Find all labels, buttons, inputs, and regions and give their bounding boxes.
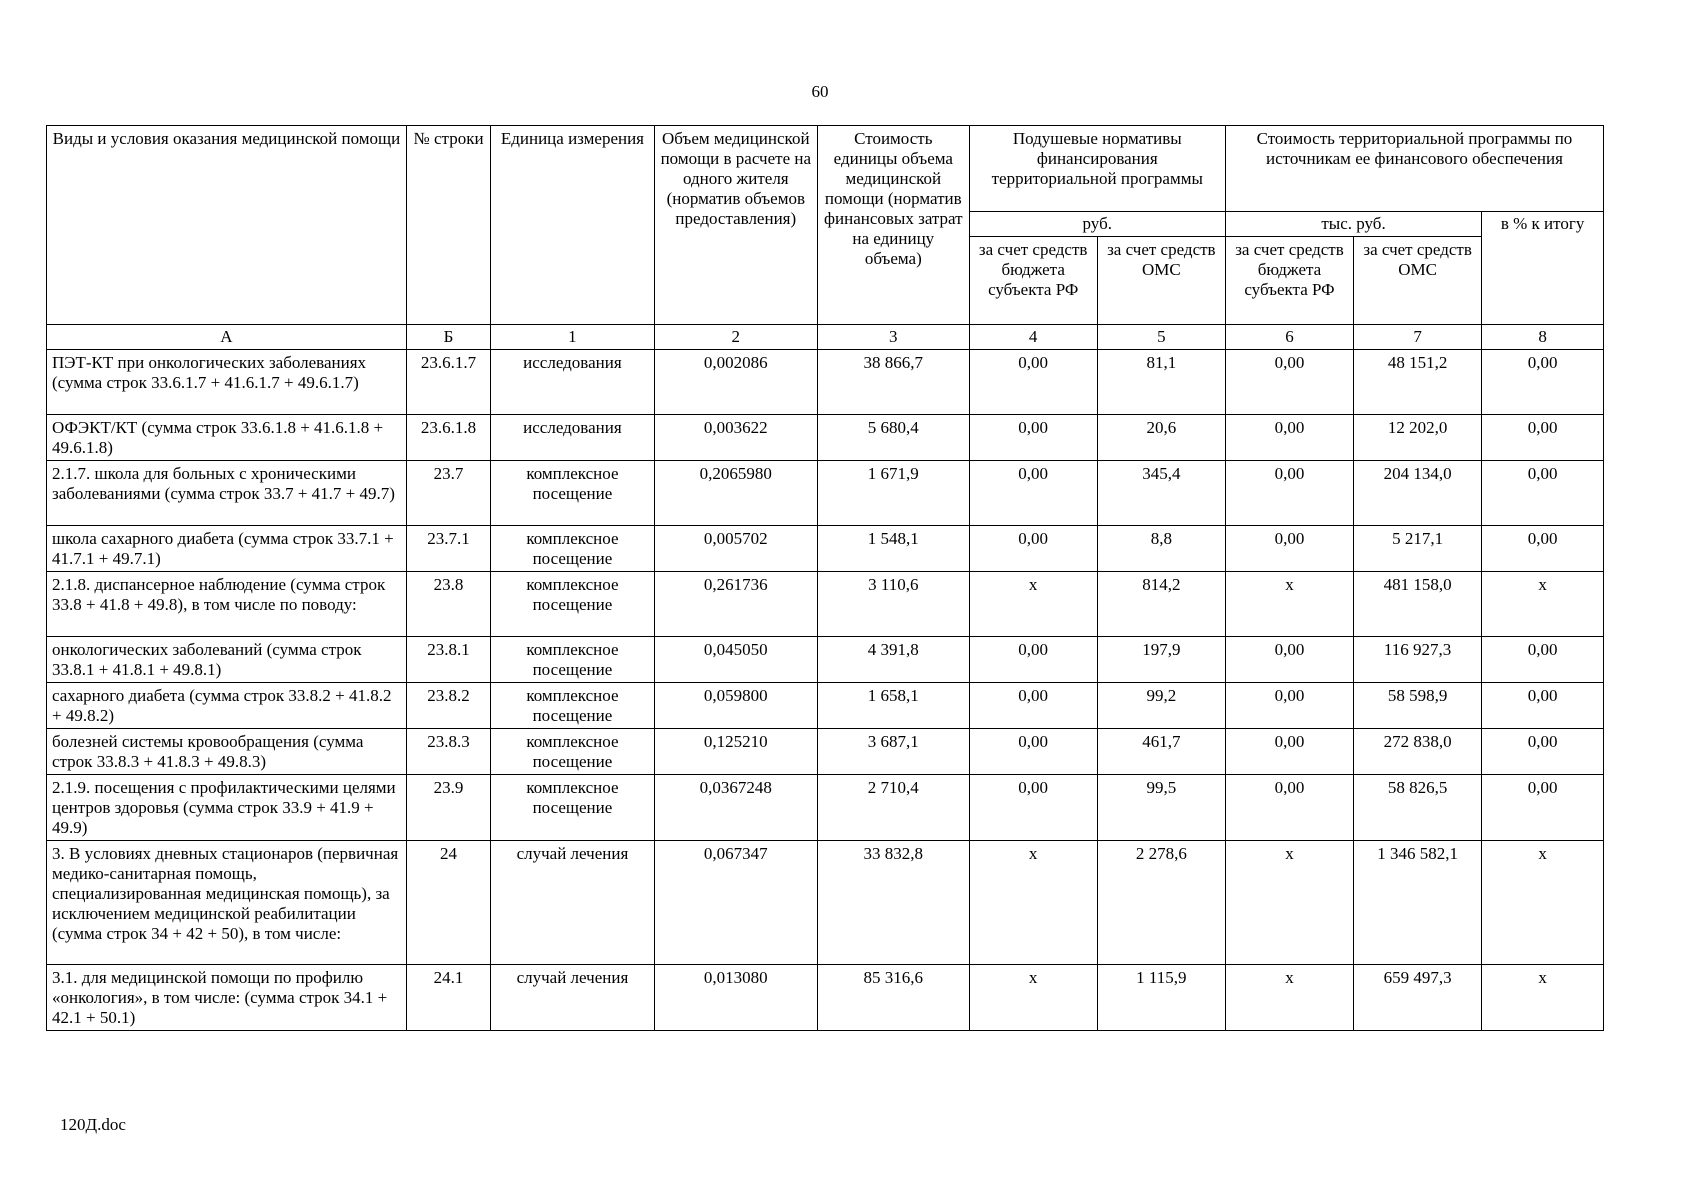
row-unit-cost: 3 110,6 bbox=[817, 572, 969, 637]
header-col-6: за счет средств бюджета субъекта РФ bbox=[1225, 237, 1353, 325]
row-percent: 0,00 bbox=[1482, 637, 1604, 683]
row-oms-per-capita: 81,1 bbox=[1097, 350, 1225, 415]
row-volume: 0,059800 bbox=[654, 683, 817, 729]
row-name: сахарного диабета (сумма строк 33.8.2 + 41.8.2 + 49.8.2) bbox=[47, 683, 407, 729]
row-oms-total: 58 598,9 bbox=[1354, 683, 1482, 729]
row-percent: 0,00 bbox=[1482, 526, 1604, 572]
row-name: 2.1.8. диспансерное наблюдение (сумма строк 33.8 + 41.8 + 49.8), в том числе по поводу: bbox=[47, 572, 407, 637]
row-oms-per-capita: 8,8 bbox=[1097, 526, 1225, 572]
table-row bbox=[47, 461, 1604, 526]
row-unit-cost: 1 671,9 bbox=[817, 461, 969, 526]
row-unit: комплексное посещение bbox=[491, 526, 654, 572]
table-row bbox=[47, 526, 1604, 572]
row-unit: комплексное посещение bbox=[491, 461, 654, 526]
row-name: ПЭТ-КТ при онкологических заболеваниях (сумма строк 33.6.1.7 + 41.6.1.7 + 49.6.1.7) bbox=[47, 350, 407, 415]
column-letter: 2 bbox=[654, 325, 817, 350]
row-oms-per-capita: 2 278,6 bbox=[1097, 841, 1225, 965]
header-col-2: Объем медицинской помощи в расчете на одного жителя (норматив объемов предоставления) bbox=[654, 126, 817, 325]
row-budget-per-capita: 0,00 bbox=[969, 350, 1097, 415]
row-name: 3. В условиях дневных стационаров (первичная медико-санитарная помощь, специализированная медицинская помощь), за исключением медицинской реабилитации (сумма строк 34 + 42 + 50), в том числе: bbox=[47, 841, 407, 965]
row-unit-cost: 3 687,1 bbox=[817, 729, 969, 775]
row-budget-total: 0,00 bbox=[1225, 461, 1353, 526]
row-percent: 0,00 bbox=[1482, 683, 1604, 729]
row-budget-per-capita: 0,00 bbox=[969, 415, 1097, 461]
footer-filename: 120Д.doc bbox=[60, 1115, 126, 1134]
row-unit-cost: 85 316,6 bbox=[817, 965, 969, 1031]
row-oms-total: 204 134,0 bbox=[1354, 461, 1482, 526]
row-budget-total: 0,00 bbox=[1225, 683, 1353, 729]
header-col-4: за счет средств бюджета субъекта РФ bbox=[969, 237, 1097, 325]
row-percent: х bbox=[1482, 965, 1604, 1031]
row-oms-total: 1 346 582,1 bbox=[1354, 841, 1482, 965]
row-oms-per-capita: 1 115,9 bbox=[1097, 965, 1225, 1031]
header-col-3: Стоимость единицы объема медицинской помощи (норматив финансовых затрат на единицу объема) bbox=[817, 126, 969, 325]
row-oms-total: 272 838,0 bbox=[1354, 729, 1482, 775]
row-budget-per-capita: 0,00 bbox=[969, 775, 1097, 841]
table-row bbox=[47, 415, 1604, 461]
row-oms-per-capita: 197,9 bbox=[1097, 637, 1225, 683]
row-number: 23.6.1.8 bbox=[406, 415, 490, 461]
row-percent: 0,00 bbox=[1482, 350, 1604, 415]
row-unit: комплексное посещение bbox=[491, 775, 654, 841]
row-budget-total: 0,00 bbox=[1225, 775, 1353, 841]
row-budget-total: х bbox=[1225, 965, 1353, 1031]
row-budget-per-capita: 0,00 bbox=[969, 526, 1097, 572]
row-unit: исследования bbox=[491, 350, 654, 415]
row-unit-cost: 1 658,1 bbox=[817, 683, 969, 729]
row-number: 23.8 bbox=[406, 572, 490, 637]
row-number: 24 bbox=[406, 841, 490, 965]
row-percent: 0,00 bbox=[1482, 775, 1604, 841]
column-letter: Б bbox=[406, 325, 490, 350]
header-group-cost: Стоимость территориальной программы по источникам ее финансового обеспечения bbox=[1225, 126, 1603, 212]
row-unit: комплексное посещение bbox=[491, 637, 654, 683]
column-letter: 6 bbox=[1225, 325, 1353, 350]
row-number: 23.6.1.7 bbox=[406, 350, 490, 415]
row-percent: 0,00 bbox=[1482, 729, 1604, 775]
column-letter: 1 bbox=[491, 325, 654, 350]
table-row bbox=[47, 729, 1604, 775]
row-percent: х bbox=[1482, 841, 1604, 965]
row-number: 23.8.1 bbox=[406, 637, 490, 683]
row-budget-per-capita: 0,00 bbox=[969, 683, 1097, 729]
row-budget-total: 0,00 bbox=[1225, 350, 1353, 415]
row-unit: комплексное посещение bbox=[491, 683, 654, 729]
row-percent: 0,00 bbox=[1482, 415, 1604, 461]
row-budget-total: х bbox=[1225, 572, 1353, 637]
row-budget-per-capita: 0,00 bbox=[969, 729, 1097, 775]
header-pct-total: в % к итогу bbox=[1482, 212, 1604, 325]
header-unit-rub: руб. bbox=[969, 212, 1225, 237]
row-oms-per-capita: 99,5 bbox=[1097, 775, 1225, 841]
page-number: 60 bbox=[811, 82, 829, 101]
financing-table bbox=[46, 125, 1604, 1031]
row-number: 23.8.2 bbox=[406, 683, 490, 729]
column-letter: 3 bbox=[817, 325, 969, 350]
row-number: 23.8.3 bbox=[406, 729, 490, 775]
table-row bbox=[47, 572, 1604, 637]
header-col-b: № строки bbox=[406, 126, 490, 325]
row-budget-per-capita: х bbox=[969, 572, 1097, 637]
row-volume: 0,003622 bbox=[654, 415, 817, 461]
row-unit-cost: 33 832,8 bbox=[817, 841, 969, 965]
row-unit-cost: 4 391,8 bbox=[817, 637, 969, 683]
row-budget-total: 0,00 bbox=[1225, 637, 1353, 683]
row-percent: 0,00 bbox=[1482, 461, 1604, 526]
row-unit: случай лечения bbox=[491, 841, 654, 965]
row-number: 23.7 bbox=[406, 461, 490, 526]
row-volume: 0,067347 bbox=[654, 841, 817, 965]
row-unit-cost: 5 680,4 bbox=[817, 415, 969, 461]
row-unit-cost: 2 710,4 bbox=[817, 775, 969, 841]
row-volume: 0,261736 bbox=[654, 572, 817, 637]
row-number: 23.7.1 bbox=[406, 526, 490, 572]
row-budget-total: 0,00 bbox=[1225, 415, 1353, 461]
row-volume: 0,125210 bbox=[654, 729, 817, 775]
row-volume: 0,002086 bbox=[654, 350, 817, 415]
row-number: 23.9 bbox=[406, 775, 490, 841]
row-unit: случай лечения bbox=[491, 965, 654, 1031]
column-letters-row bbox=[47, 325, 1604, 350]
table-row bbox=[47, 637, 1604, 683]
row-oms-per-capita: 345,4 bbox=[1097, 461, 1225, 526]
row-volume: 0,013080 bbox=[654, 965, 817, 1031]
row-volume: 0,045050 bbox=[654, 637, 817, 683]
row-oms-total: 12 202,0 bbox=[1354, 415, 1482, 461]
column-letter: А bbox=[47, 325, 407, 350]
row-volume: 0,0367248 bbox=[654, 775, 817, 841]
table-row bbox=[47, 683, 1604, 729]
row-name: 3.1. для медицинской помощи по профилю «онкология», в том числе: (сумма строк 34.1 + 42.1 + 50.1) bbox=[47, 965, 407, 1031]
row-number: 24.1 bbox=[406, 965, 490, 1031]
header-col-5: за счет средств ОМС bbox=[1097, 237, 1225, 325]
row-budget-per-capita: 0,00 bbox=[969, 461, 1097, 526]
row-name: болезней системы кровообращения (сумма строк 33.8.3 + 41.8.3 + 49.8.3) bbox=[47, 729, 407, 775]
column-letter: 7 bbox=[1354, 325, 1482, 350]
row-oms-total: 659 497,3 bbox=[1354, 965, 1482, 1031]
row-name: 2.1.7. школа для больных с хроническими заболеваниями (сумма строк 33.7 + 41.7 + 49.7) bbox=[47, 461, 407, 526]
row-volume: 0,2065980 bbox=[654, 461, 817, 526]
row-budget-per-capita: х bbox=[969, 841, 1097, 965]
row-name: ОФЭКТ/КТ (сумма строк 33.6.1.8 + 41.6.1.8 + 49.6.1.8) bbox=[47, 415, 407, 461]
row-budget-per-capita: 0,00 bbox=[969, 637, 1097, 683]
row-oms-per-capita: 99,2 bbox=[1097, 683, 1225, 729]
row-oms-total: 5 217,1 bbox=[1354, 526, 1482, 572]
row-budget-per-capita: х bbox=[969, 965, 1097, 1031]
row-oms-total: 48 151,2 bbox=[1354, 350, 1482, 415]
row-unit-cost: 1 548,1 bbox=[817, 526, 969, 572]
row-oms-per-capita: 20,6 bbox=[1097, 415, 1225, 461]
row-unit: комплексное посещение bbox=[491, 729, 654, 775]
row-unit: комплексное посещение bbox=[491, 572, 654, 637]
row-name: онкологических заболеваний (сумма строк 33.8.1 + 41.8.1 + 49.8.1) bbox=[47, 637, 407, 683]
table-row bbox=[47, 775, 1604, 841]
header-group-normatives: Подушевые нормативы финансирования территориальной программы bbox=[969, 126, 1225, 212]
column-letter: 8 bbox=[1482, 325, 1604, 350]
column-letter: 4 bbox=[969, 325, 1097, 350]
row-budget-total: 0,00 bbox=[1225, 526, 1353, 572]
row-budget-total: 0,00 bbox=[1225, 729, 1353, 775]
table-row bbox=[47, 965, 1604, 1031]
header-col-7: за счет средств ОМС bbox=[1354, 237, 1482, 325]
row-unit: исследования bbox=[491, 415, 654, 461]
table-row bbox=[47, 841, 1604, 965]
column-letter: 5 bbox=[1097, 325, 1225, 350]
row-oms-total: 481 158,0 bbox=[1354, 572, 1482, 637]
row-oms-total: 58 826,5 bbox=[1354, 775, 1482, 841]
table-row bbox=[47, 350, 1604, 415]
row-budget-total: х bbox=[1225, 841, 1353, 965]
row-name: школа сахарного диабета (сумма строк 33.7.1 + 41.7.1 + 49.7.1) bbox=[47, 526, 407, 572]
row-unit-cost: 38 866,7 bbox=[817, 350, 969, 415]
row-oms-total: 116 927,3 bbox=[1354, 637, 1482, 683]
header-col-a: Виды и условия оказания медицинской помощи bbox=[47, 126, 407, 325]
row-oms-per-capita: 814,2 bbox=[1097, 572, 1225, 637]
header-col-1: Единица измерения bbox=[491, 126, 654, 325]
header-unit-thous-rub: тыс. руб. bbox=[1225, 212, 1481, 237]
row-volume: 0,005702 bbox=[654, 526, 817, 572]
row-name: 2.1.9. посещения с профилактическими целями центров здоровья (сумма строк 33.9 + 41.9 + 49.9) bbox=[47, 775, 407, 841]
row-percent: х bbox=[1482, 572, 1604, 637]
row-oms-per-capita: 461,7 bbox=[1097, 729, 1225, 775]
